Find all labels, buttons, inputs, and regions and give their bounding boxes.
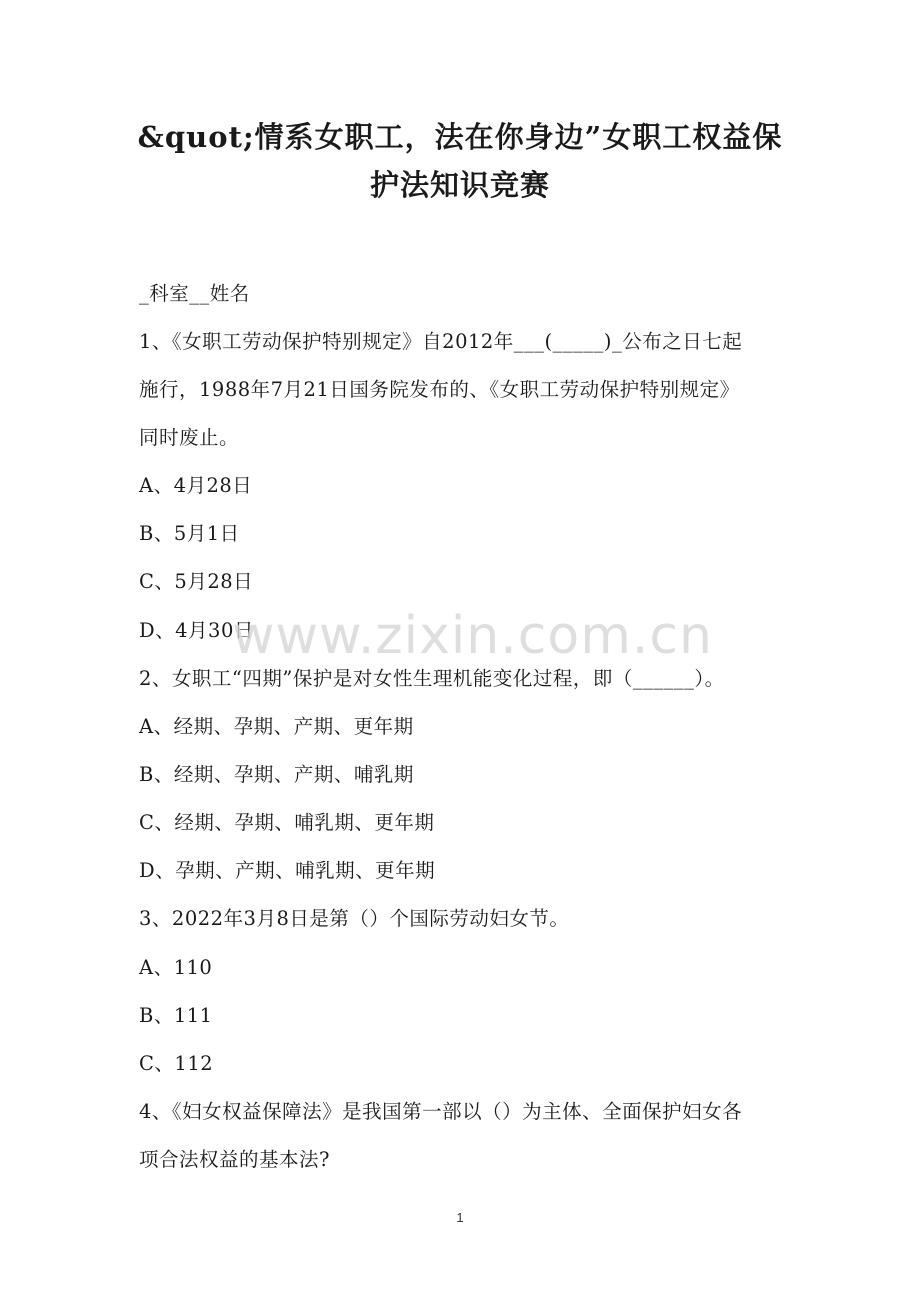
question-2-text: 2、女职工“四期”保护是对女性生理机能变化过程，即（______）。 — [139, 667, 725, 690]
question-1-option-a: A、4月28日 — [139, 474, 253, 497]
question-2-option-b: B、经期、孕期、产期、哺乳期 — [139, 763, 414, 786]
question-3-text: 3、2022年3月8日是第（）个国际劳动妇女节。 — [139, 907, 570, 930]
question-2-option-a: A、经期、孕期、产期、更年期 — [139, 715, 414, 738]
question-2-option-d: D、孕期、产期、哺乳期、更年期 — [139, 859, 436, 882]
question-3-option-c: C、112 — [139, 1052, 214, 1075]
question-1-option-c: C、5月28日 — [139, 570, 254, 593]
question-1-text-line-1: 1、《女职工劳动保护特别规定》自2012年___(_____)_公布之日七起 — [139, 330, 743, 353]
question-1-text-line-3: 同时废止。 — [139, 426, 240, 449]
question-4-text-line-2: 项合法权益的基本法? — [139, 1148, 330, 1171]
question-3-option-b: B、111 — [139, 1004, 213, 1027]
page-number: 1 — [456, 1210, 464, 1225]
question-1-option-d: D、4月30日 — [139, 619, 254, 642]
question-1-text-line-2: 施行，1988年7月21日国务院发布的、《女职工劳动保护特别规定》 — [139, 378, 740, 401]
site-watermark: www.zixin.com.cn — [232, 606, 713, 666]
question-1-option-b: B、5月1日 — [139, 522, 240, 545]
question-2-option-c: C、经期、孕期、哺乳期、更年期 — [139, 811, 435, 834]
question-4-text-line-1: 4、《妇女权益保障法》是我国第一部以（）为主体、全面保护妇女各 — [139, 1100, 743, 1123]
question-3-option-a: A、110 — [139, 956, 213, 979]
document-title-line-1: &quot;情系女职工，法在你身边”女职工权益保 — [137, 120, 783, 154]
department-name-line: _科室__姓名 — [139, 282, 250, 305]
document-title-line-2: 护法知识竞赛 — [369, 168, 550, 202]
